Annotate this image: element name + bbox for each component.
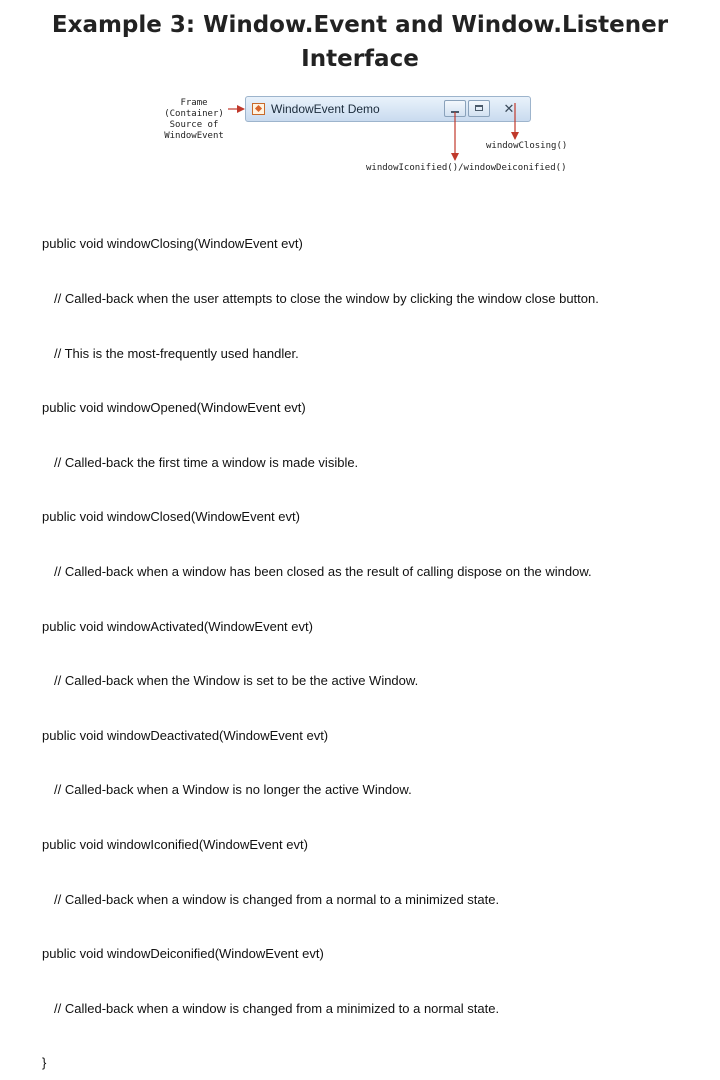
code-line-comment: // Called-back when a window is changed from a normal to a minimized state.	[54, 891, 500, 907]
frame-label-line: (Container)	[164, 109, 224, 119]
arrows	[0, 0, 720, 180]
code-line-comment: // This is the most-frequently used handler.	[54, 345, 299, 361]
code-line-closing-brace: }	[42, 1055, 47, 1071]
code-line-signature: public void windowIconified(WindowEvent evt)	[42, 836, 308, 852]
code-line-signature: public void windowClosed(WindowEvent evt)	[42, 509, 300, 525]
code-line-comment: // Called-back when a window is changed from a minimized to a normal state.	[54, 1000, 500, 1016]
frame-label-line: Source of	[169, 120, 219, 130]
code-line-signature: public void windowOpened(WindowEvent evt)	[42, 400, 306, 416]
slide-title-line-2: Interface	[301, 46, 419, 72]
close-icon[interactable]: ✕	[503, 101, 515, 116]
code-line-comment: // Called-back when a Window is no longer the active Window.	[54, 782, 412, 798]
window-iconified-label: windowIconified()/windowDeiconified()	[366, 163, 567, 173]
code-line-signature: public void windowDeiconified(WindowEvent evt)	[42, 946, 324, 962]
slide-title-line-1: Example 3: Window.Event and Window.Listener	[51, 12, 669, 38]
window-title: WindowEvent Demo	[271, 102, 380, 116]
code-block	[42, 199, 712, 1080]
window-event-diagram	[0, 0, 720, 180]
code-line-comment: // Called-back when the Window is set to be the active Window.	[54, 673, 419, 689]
code-line-signature: public void windowDeactivated(WindowEvent evt)	[42, 727, 329, 743]
code-line-signature: public void windowActivated(WindowEvent evt)	[42, 618, 313, 634]
code-line-comment: // Called-back when the user attempts to close the window by clicking the window close button.	[54, 291, 599, 306]
code-line-comment: // Called-back the first time a window is made visible.	[54, 454, 359, 470]
frame-label-line: Frame	[180, 98, 208, 108]
window-closing-label: windowClosing()	[486, 141, 568, 151]
frame-label-line: WindowEvent	[164, 131, 224, 141]
code-line-comment: // Called-back when a window has been closed as the result of calling dispose on the window.	[54, 563, 592, 579]
code-line-signature: public void windowClosing(WindowEvent evt)	[42, 236, 303, 252]
